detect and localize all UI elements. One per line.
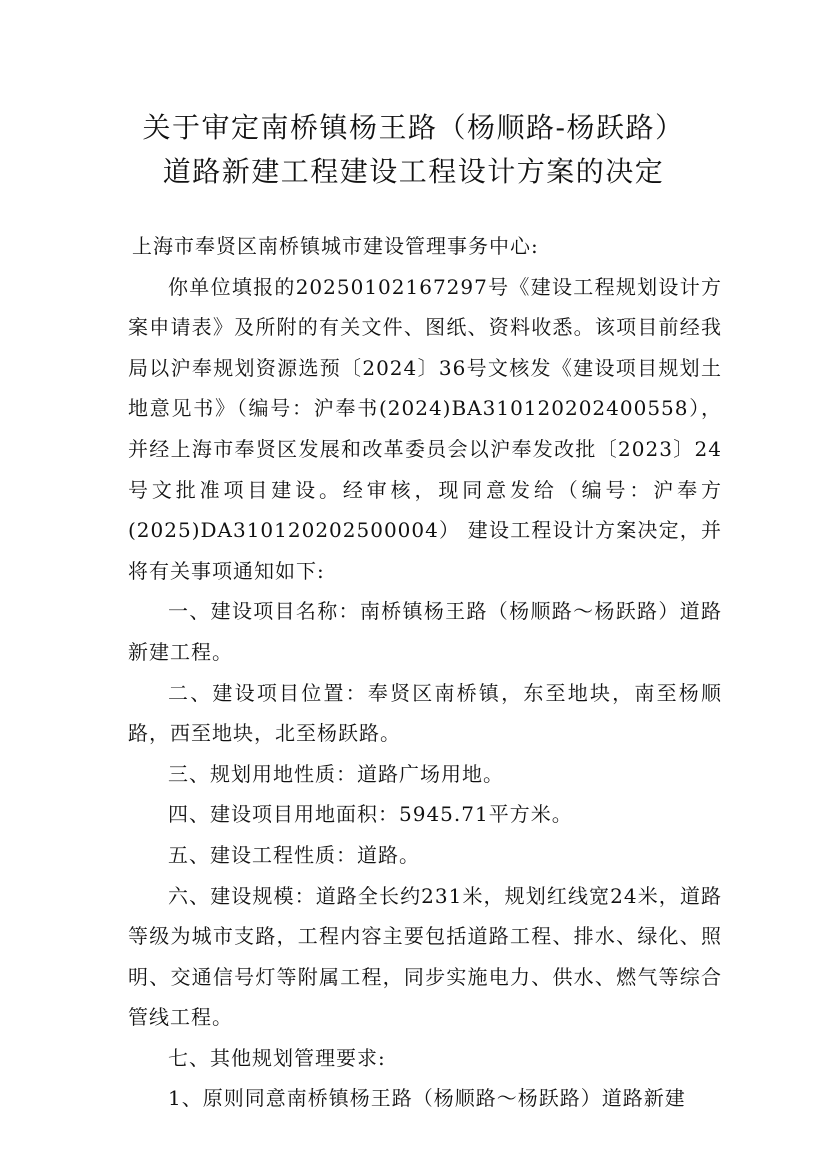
item-project-name: 一、建设项目名称：南桥镇杨王路（杨顺路～杨跃路）道路新建工程。 <box>128 599 722 664</box>
item-land-use: 三、规划用地性质：道路广场用地。 <box>168 761 504 786</box>
item-land-area: 四、建设项目用地面积：5945.71平方米。 <box>168 802 573 827</box>
intro-paragraph-part-2: (2025)DA310120202500004） 建设工程设计方案决定，并将有关事项通知如下: <box>128 518 722 583</box>
item-other-requirements: 七、其他规划管理要求: <box>168 1045 386 1070</box>
document-title-line-2: 道路新建工程建设工程设计方案的决定 <box>162 155 665 188</box>
document-body <box>128 226 722 1119</box>
item-project-scale: 六、建设规模：道路全长约231米，规划红线宽24米，道路等级为城市支路，工程内容主要包括道路工程、排水、绿化、照明、交通信号灯等附属工程，同步实施电力、供水、燃气等综合管线工程。 <box>128 883 722 1030</box>
item-requirement-1: 1、原则同意南桥镇杨王路（杨顺路～杨跃路）道路新建 <box>168 1086 686 1111</box>
intro-paragraph-part-1: 你单位填报的20250102167297号《建设工程规划设计方案申请表》及所附的有关文件、图纸、资料收悉。该项目前经我局以沪奉规划资源选预〔2024〕36号文核发《建设项目规划土地意见书》（编号：沪奉书(2024)BA310120202400558），并经上海市奉贤区发展和改革委员会以沪奉发改批〔2023〕24号文批准项目建设。经审核，现同意发给（编号：沪奉方 <box>128 274 722 502</box>
document-title-line-1: 关于审定南桥镇杨王路（杨顺路-杨跃路） <box>142 111 685 144</box>
item-project-location: 二、建设项目位置：奉贤区南桥镇，东至地块，南至杨顺路，西至地块，北至杨跃路。 <box>128 680 722 746</box>
item-project-nature: 五、建设工程性质：道路。 <box>168 842 420 867</box>
addressee: 上海市奉贤区南桥镇城市建设管理事务中心: <box>132 234 539 258</box>
